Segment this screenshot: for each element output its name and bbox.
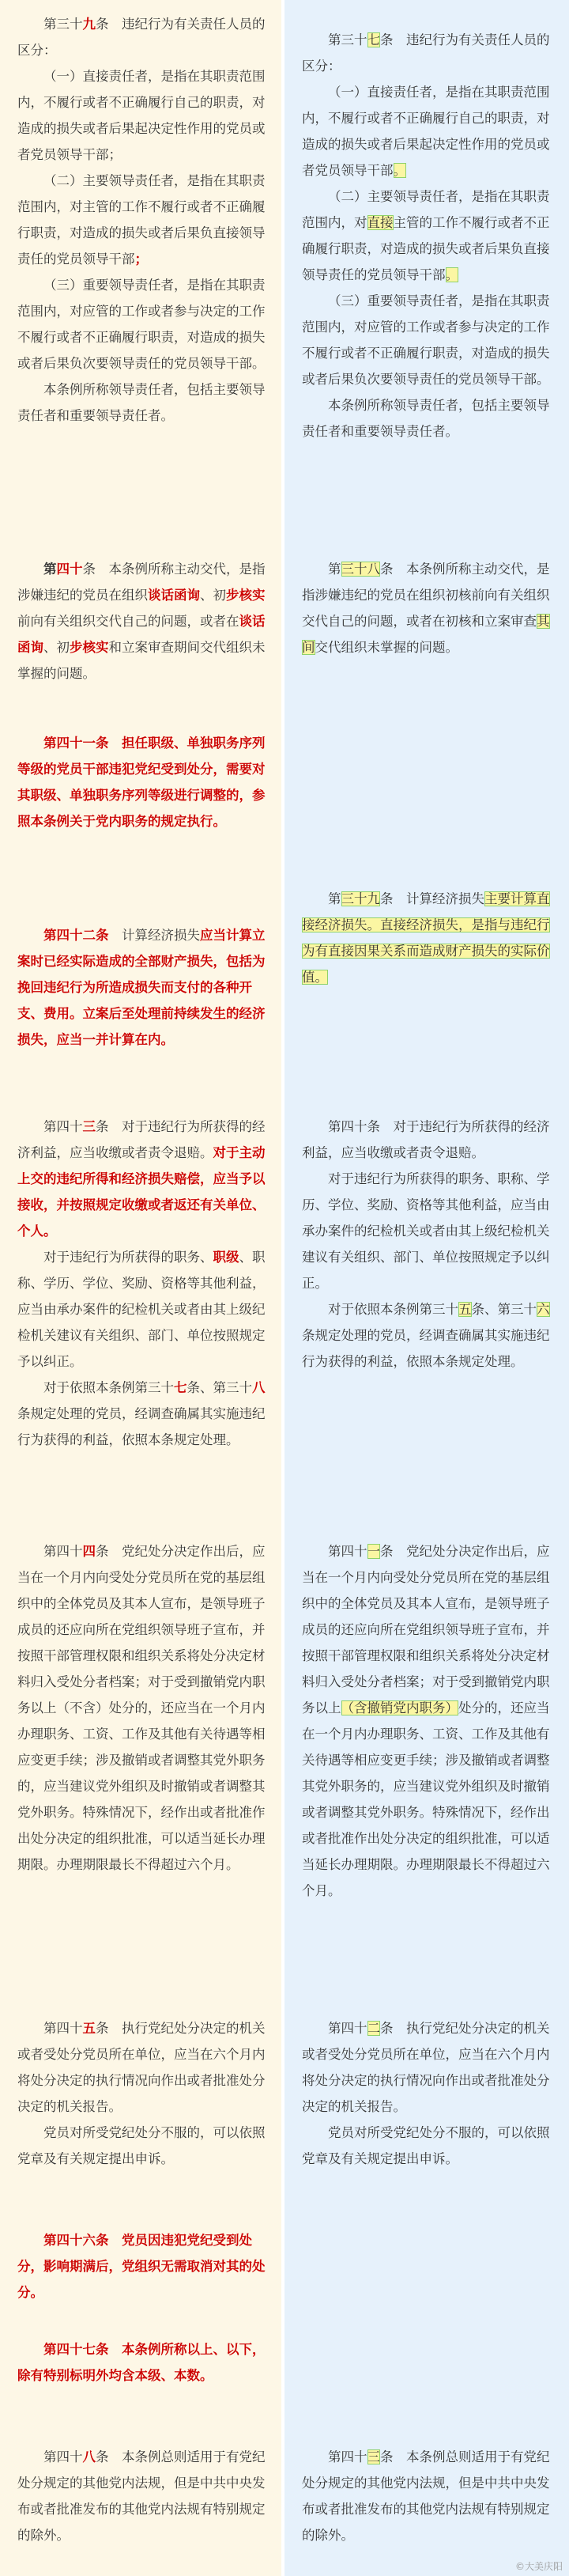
article-48-new: 第四十八条 本条例总则适用于有党纪处分规定的其他党内法规，但是中共中央发布或者批准发布的其他党内法规有特别规定的除外。 bbox=[17, 2449, 266, 2543]
article-38-old: 第三十八条 本条例所称主动交代，是指涉嫌违纪的党员在组织初核前向有关组织交代自己的问题，或者在初核和立案审查其间交代组织未掌握的问题。 bbox=[302, 562, 550, 655]
article-41-old: 第四十一条 党纪处分决定作出后，应当在一个月内向受处分党员所在党的基层组织中的全体党员及其本人宣布，是领导班子成员的还应向所在党组织领导班子宣布，并按照干部管理权限和组织关系将处分决定材料归入受处分者档案；对于受到撤销党内职务以上（含撤销党内职务）处分的，还应当在一个月内办理职务、工资、工作及其他有关待遇等相应变更手续；涉及撤销或者调整其党外职务的，应当建议党外组织及时撤销或者调整其党外职务。特殊情况下，经作出或者批准作出处分决定的组织批准，可以适当延长办理期限。办理期限最长不得超过六个月。 bbox=[302, 1544, 550, 1898]
article-41-new: 第四十一条 担任职级、单独职务序列等级的党员干部违犯党纪受到处分，需要对其职级、单独职务序列等级进行调整的，参照本条例关于党内职务的规定执行。 bbox=[17, 736, 266, 829]
article-37-old: 第三十七条 违纪行为有关责任人员的区分： （一）直接责任者，是指在其职责范围内，不履行或者不正确履行自己的职责，对造成的损失或者后果起决定性作用的党员或者党员领导干部。 （二）主要领导责任者，是指在其职责范围内，对直接主管的工作不履行或者不正确履行职责，对造成的损失或者后果负直接领导责任的党员领导干部。 （三）重要领导责任者，是指在其职责范围内，对应管的工作或者参与决定的工作不履行或者不正确履行职责，对造成的损失或者后果负次要领导责任的党员领导干部。 本条例所称领导责任者，包括主要领导责任者和重要领导责任者。 bbox=[302, 32, 550, 439]
article-44-new: 第四十四条 党纪处分决定作出后，应当在一个月内向受处分党员所在党的基层组织中的全体党员及其本人宣布，是领导班子成员的还应向所在党组织领导班子宣布，并按照干部管理权限和组织关系将处分决定材料归入受处分者档案；对于受到撤销党内职务以上（不含）处分的，还应当在一个月内办理职务、工资、工作及其他有关待遇等相应变更手续；涉及撤销或者调整其党外职务的，应当建议党外组织及时撤销或者调整其党外职务。特殊情况下，经作出或者批准作出处分决定的组织批准，可以适当延长办理期限。办理期限最长不得超过六个月。 bbox=[17, 1544, 266, 1872]
article-47-new: 第四十七条 本条例所称以上、以下，除有特别标明外均含本级、本数。 bbox=[17, 2342, 266, 2383]
article-39-old: 第三十九条 计算经济损失主要计算直接经济损失。直接经济损失，是指与违纪行为有直接因果关系而造成财产损失的实际价值。 bbox=[302, 891, 550, 985]
article-43-new: 第四十三条 对于违纪行为所获得的经济利益，应当收缴或者责令退赔。对于主动上交的违纪所得和经济损失赔偿，应当予以接收，并按照规定收缴或者返还有关单位、个人。 对于违纪行为所获得的职务、职级、职称、学历、学位、奖励、资格等其他利益，应当由承办案件的纪检机关或者由其上级纪检机关建议有关组织、部门、单位按照规定予以纠正。 对于依照本条例第三十七条、第三十八条规定处理的党员，经调查确属其实施违纪行为获得的利益，依照本条规定处理。 bbox=[17, 1119, 266, 1447]
left-column-new-version bbox=[0, 0, 281, 2576]
right-column-old-version bbox=[284, 0, 569, 2576]
article-45-new: 第四十五条 执行党纪处分决定的机关或者受处分党员所在单位，应当在六个月内将处分决定的执行情况向作出或者批准处分决定的机关报告。 党员对所受党纪处分不服的，可以依照党章及有关规定提出申诉。 bbox=[17, 2021, 266, 2166]
article-40-new: 第四十条 本条例所称主动交代，是指涉嫌违纪的党员在组织谈话函询、初步核实前向有关组织交代自己的问题，或者在谈话函询、初步核实和立案审查期间交代组织未掌握的问题。 bbox=[17, 562, 266, 681]
article-39-new: 第三十九条 违纪行为有关责任人员的区分： （一）直接责任者，是指在其职责范围内，不履行或者不正确履行自己的职责，对造成的损失或者后果起决定性作用的党员或者党员领导干部； （二）主要领导责任者，是指在其职责范围内，对主管的工作不履行或者不正确履行职责，对造成的损失或者后果负直接领导责任的党员领导干部； （三）重要领导责任者，是指在其职责范围内，对应管的工作或者参与决定的工作不履行或者不正确履行职责，对造成的损失或者后果负次要领导责任的党员领导干部。 本条例所称领导责任者，包括主要领导责任者和重要领导责任者。 bbox=[17, 17, 266, 423]
article-43-old: 第四十三条 本条例总则适用于有党纪处分规定的其他党内法规，但是中共中央发布或者批准发布的其他党内法规有特别规定的除外。 bbox=[302, 2449, 550, 2543]
article-42-new: 第四十二条 计算经济损失应当计算立案时已经实际造成的全部财产损失，包括为挽回违纪行为所造成损失而支付的各种开支、费用。立案后至处理前持续发生的经济损失，应当一并计算在内。 bbox=[17, 928, 266, 1047]
article-40-old: 第四十条 对于违纪行为所获得的经济利益，应当收缴或者责令退赔。 对于违纪行为所获得的职务、职称、学历、学位、奖励、资格等其他利益，应当由承办案件的纪检机关或者由其上级纪检机关建议有关组织、部门、单位按照规定予以纠正。 对于依照本条例第三十五条、第三十六条规定处理的党员，经调查确属其实施违纪行为获得的利益，依照本条规定处理。 bbox=[302, 1119, 550, 1369]
watermark: ©大美庆阳 bbox=[514, 2561, 563, 2572]
article-46-new: 第四十六条 党员因违犯党纪受到处分，影响期满后，党组织无需取消对其的处分。 bbox=[17, 2233, 266, 2300]
article-42-old: 第四十二条 执行党纪处分决定的机关或者受处分党员所在单位，应当在六个月内将处分决定的执行情况向作出或者批准处分决定的机关报告。 党员对所受党纪处分不服的，可以依照党章及有关规定提出申诉。 bbox=[302, 2021, 550, 2166]
